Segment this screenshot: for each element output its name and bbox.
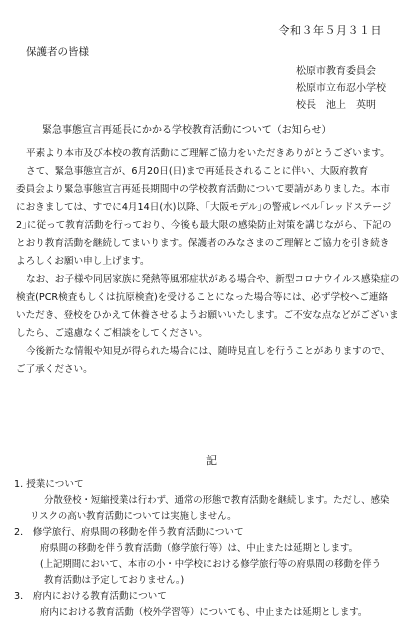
item-title: 3． 府内における教育活動について <box>14 591 167 602</box>
body-line: さて、緊急事態宣言が、6月20日(日)まで再延長されることに伴い、大阪府教育 <box>26 166 369 177</box>
body-line: 検査(PCR検査もしくは抗原検査)を受けることになった場合等には、必ず学校へご連絡 <box>16 292 389 303</box>
body-line: 平素より本市及び本校の教育活動にご理解ご協力をいただきありがとうございます。 <box>26 148 390 159</box>
list-item <box>14 525 409 589</box>
body-line: 委員会より緊急事態宣言再延長期間中の学校教育活動について要請がありました。本市 <box>16 184 390 195</box>
sender-principal: 校長 池上 英明 <box>296 100 376 111</box>
item-line: 府県間の移動を伴う教育活動（修学旅行等）は、中止または延期とします。 <box>40 543 359 554</box>
document-body <box>16 145 408 379</box>
item-title: 1. 授業について <box>14 479 84 490</box>
body-line: 今後新たな情報や知見が得られた場合には、随時見直しを行うことがありますので、 <box>26 346 391 357</box>
body-line: とおり教育活動を継続してまいります。保護者のみなさまのご理解とご協力を引き続き <box>16 238 390 249</box>
body-line: ご了承ください。 <box>16 364 93 375</box>
item-line: 分散登校・短縮授業は行わず、通常の形態で教育活動を継続します。ただし、感染 <box>44 495 390 506</box>
body-line: よろしくお願い申し上げます。 <box>16 256 150 267</box>
item-line: 教育活動は予定しておりません。) <box>44 575 185 586</box>
item-line: 府内における教育活動（校外学習等）についても、中止または延期とします。 <box>40 607 368 618</box>
document-date: 令和３年５月３１日 <box>278 24 382 37</box>
body-line: 2｣に従って教育活動を行っており、今後も最大限の感染防止対策を講じながら、下記の <box>16 220 392 231</box>
item-list <box>14 477 409 621</box>
list-item <box>14 477 409 525</box>
body-line: いただき、登校をひかえて休養させるようお願いいたします。ご不安な点などがございま <box>16 310 399 321</box>
item-title: 2． 修学旅行、府県間の移動を伴う教育活動について <box>14 527 244 538</box>
body-line: したら、ご遠慮なくご相談をしてください。 <box>16 328 208 339</box>
item-line: (上記期間において、本市の小・中学校における修学旅行等の府県間の移動を伴う <box>40 559 381 570</box>
item-line: リスクの高い教育活動については実施しません。 <box>30 511 237 522</box>
sender-school: 松原市立布忍小学校 <box>296 83 386 94</box>
sender-organization: 松原市教育委員会 <box>296 66 376 77</box>
addressee: 保護者の皆様 <box>26 46 89 58</box>
document-title: 緊急事態宣言再延長にかかる学校教育活動について（お知らせ） <box>42 125 332 136</box>
ki-heading: 記 <box>206 454 217 467</box>
body-line: なお、お子様や同居家族に発熱等風邪症状がある場合や、新型コロナウイルス感染症の <box>26 274 400 285</box>
body-line: におきましては、すでに4月14日(水)以降、｢大阪モデル｣の警戒レベル｢レッドステージ <box>16 202 392 213</box>
